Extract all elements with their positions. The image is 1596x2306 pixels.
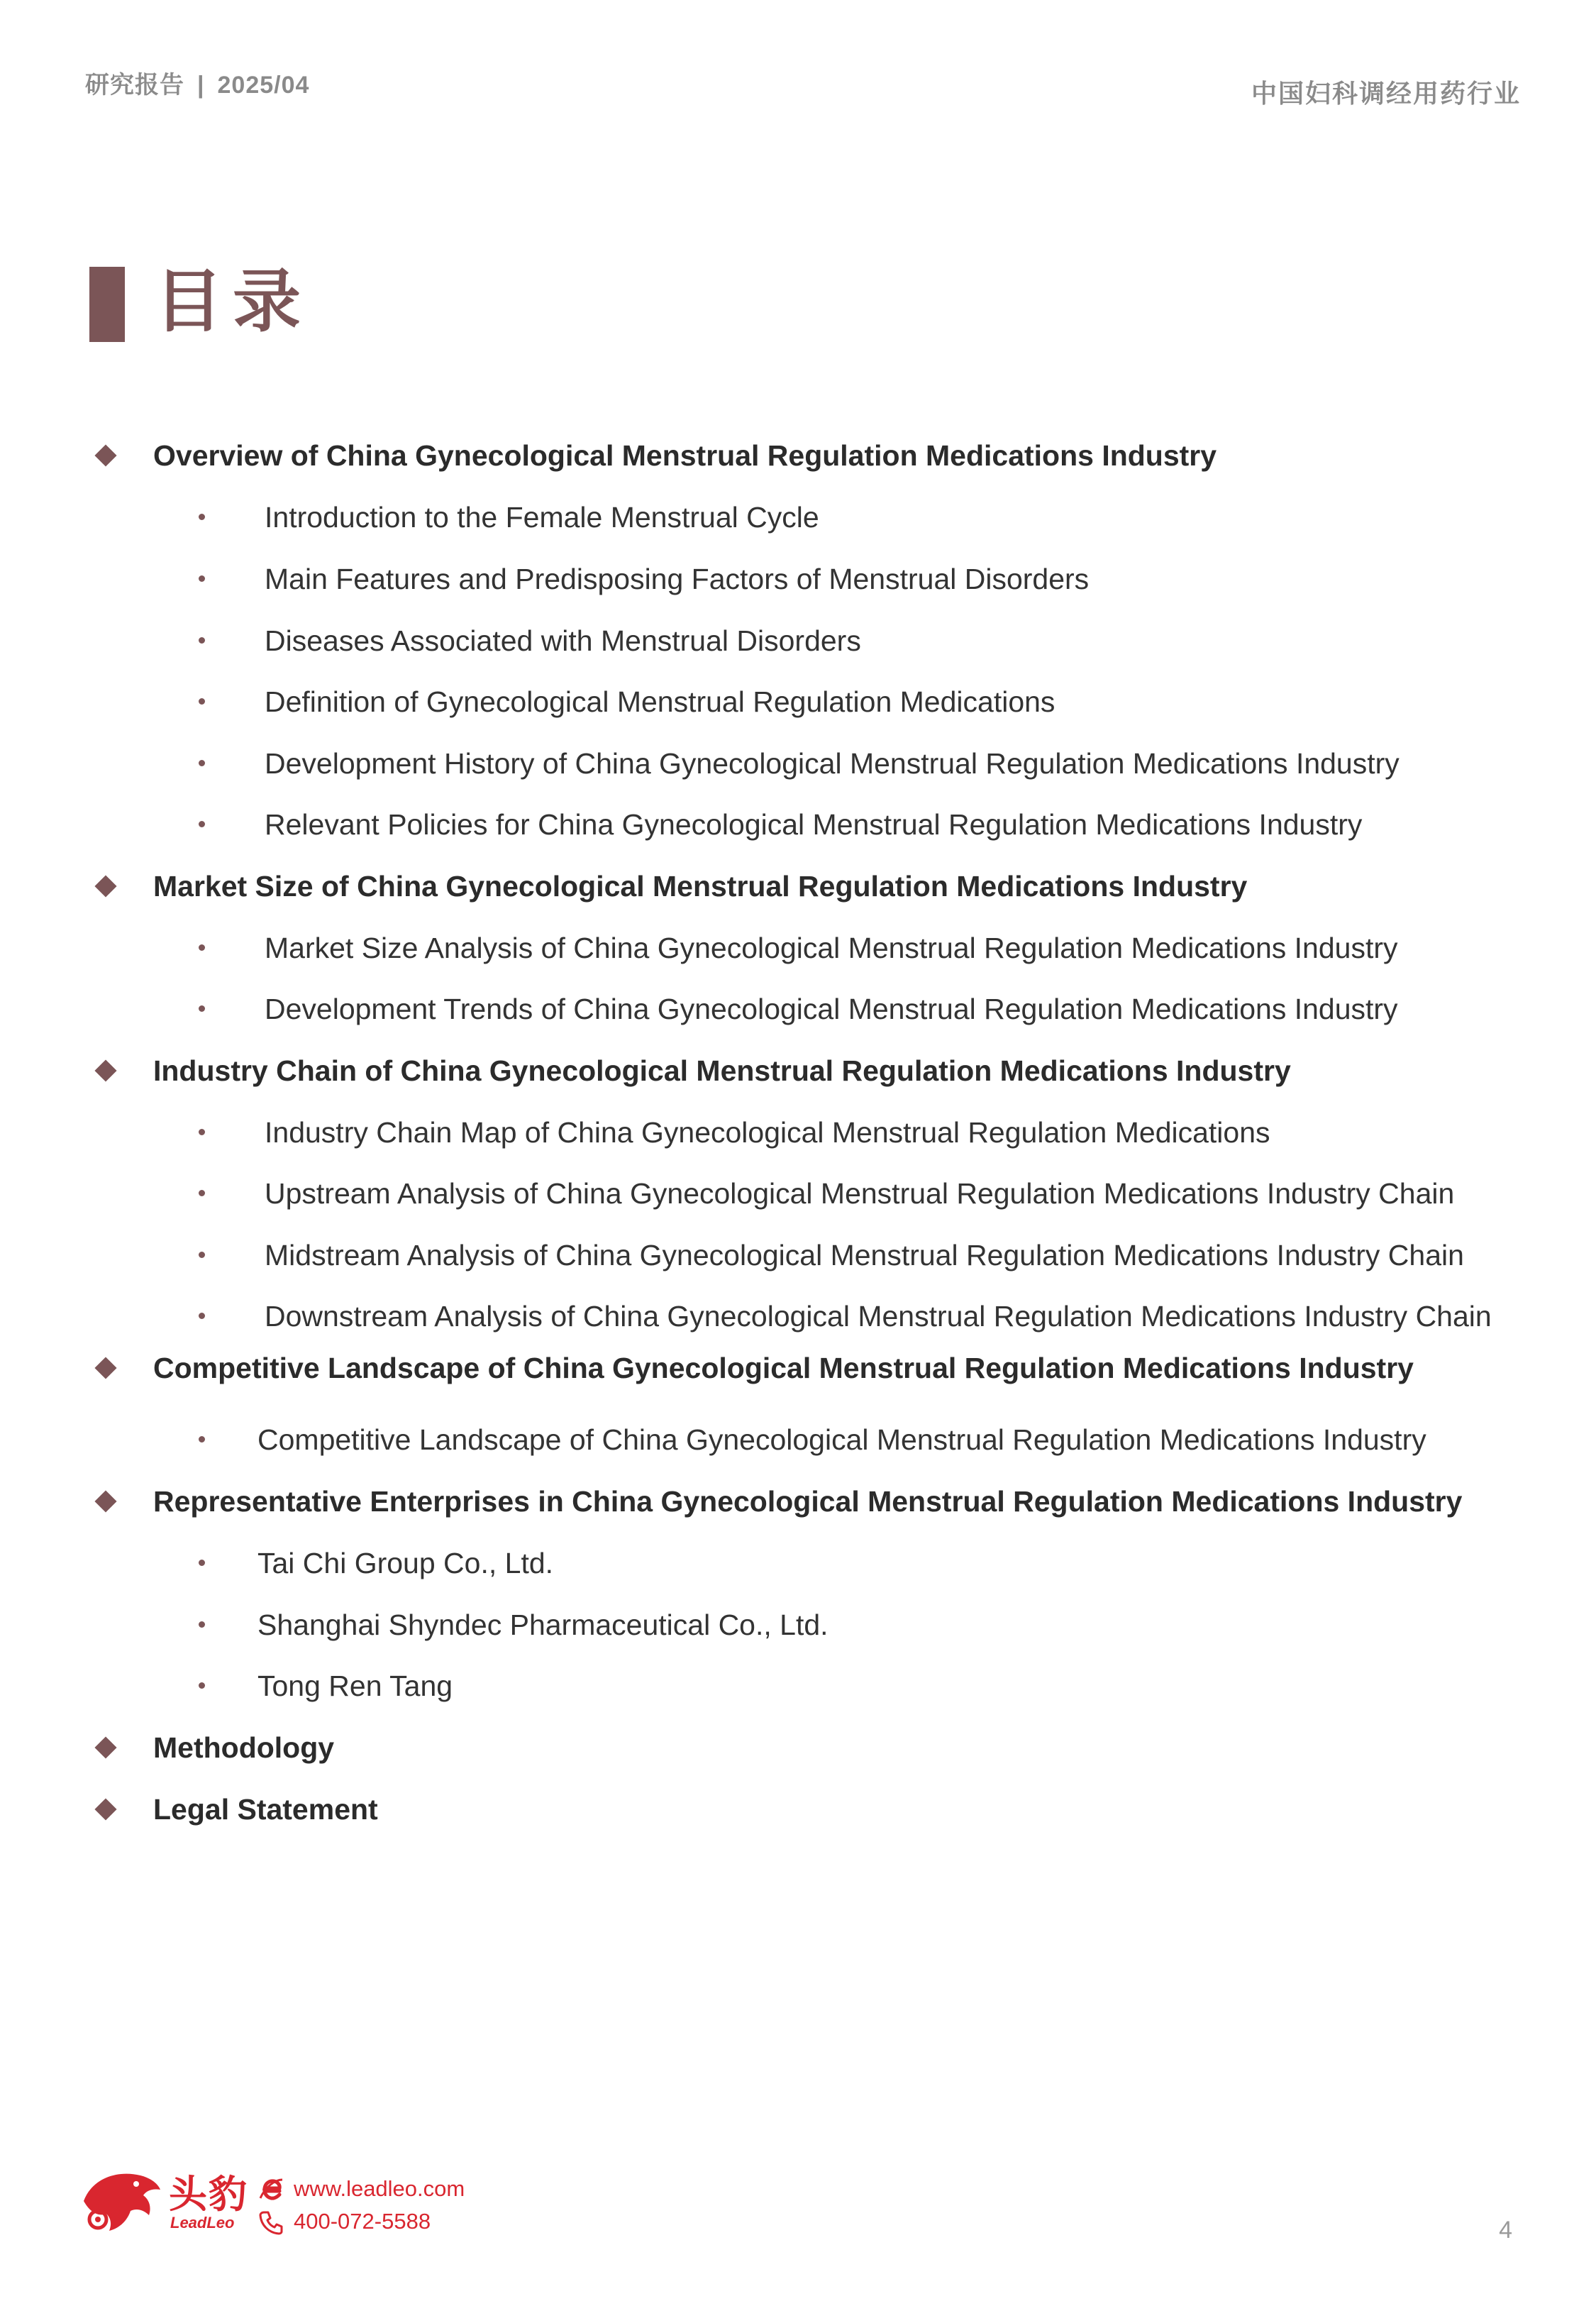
dot-bullet-icon <box>199 1560 205 1566</box>
dot-bullet-icon <box>199 760 205 766</box>
toc-item-label: Development History of China Gynecological Menstrual Regulation Medications Industry <box>265 747 1400 780</box>
diamond-bullet-icon <box>94 875 116 897</box>
header-separator: | <box>197 72 205 99</box>
diamond-bullet-icon <box>94 1059 116 1081</box>
diamond-bullet-icon <box>94 1736 116 1758</box>
dot-bullet-icon <box>199 1682 205 1689</box>
toc-section-title: Methodology <box>153 1731 335 1764</box>
report-type: 研究报告 <box>85 72 184 99</box>
dot-bullet-icon <box>199 1190 205 1196</box>
diamond-bullet-icon <box>94 1357 116 1379</box>
dot-bullet-icon <box>199 1621 205 1628</box>
web-e-icon <box>258 2177 284 2202</box>
toc-item-label: Tai Chi Group Co., Ltd. <box>257 1547 554 1579</box>
dot-bullet-icon <box>199 1005 205 1012</box>
toc-item-label: Main Features and Predisposing Factors of Menstrual Disorders <box>265 563 1090 595</box>
dot-bullet-icon <box>199 1129 205 1135</box>
toc-item-label: Competitive Landscape of China Gynecological Menstrual Regulation Medications Industry <box>257 1423 1426 1456</box>
dot-bullet-icon <box>199 1313 205 1319</box>
toc-item-label: Downstream Analysis of China Gynecological Menstrual Regulation Medications Industry Chain <box>265 1300 1492 1333</box>
phone-icon <box>258 2210 284 2235</box>
report-date: 2025/04 <box>217 72 310 99</box>
phone-number[interactable]: 400-072-5588 <box>294 2209 431 2234</box>
toc-section-title: Representative Enterprises in China Gynecological Menstrual Regulation Medications Industry <box>153 1485 1463 1518</box>
toc-item-label: Relevant Policies for China Gynecological Menstrual Regulation Medications Industry <box>265 808 1363 841</box>
toc-section-title: Industry Chain of China Gynecological Menstrual Regulation Medications Industry <box>153 1054 1291 1087</box>
diamond-bullet-icon <box>94 1798 116 1820</box>
dot-bullet-icon <box>199 944 205 951</box>
toc-item-label: Development Trends of China Gynecological Menstrual Regulation Medications Industry <box>265 993 1398 1025</box>
page-title: 目录 <box>155 264 311 340</box>
website-row[interactable] <box>258 2173 465 2205</box>
toc-item-label: Market Size Analysis of China Gynecological Menstrual Regulation Medications Industry <box>265 932 1398 964</box>
diamond-bullet-icon <box>94 444 116 466</box>
toc-item-label: Introduction to the Female Menstrual Cycle <box>265 501 819 534</box>
toc-item-label: Diseases Associated with Menstrual Disorders <box>265 624 861 657</box>
website-link[interactable]: www.leadleo.com <box>294 2176 465 2201</box>
header-industry: 中国妇科调经用药行业 <box>1251 79 1521 108</box>
toc-section-title: Legal Statement <box>153 1793 378 1826</box>
toc-item-label: Tong Ren Tang <box>257 1670 453 1702</box>
dot-bullet-icon <box>199 514 205 520</box>
toc-item-label: Definition of Gynecological Menstrual Regulation Medications <box>265 685 1055 718</box>
phone-row[interactable] <box>258 2205 465 2238</box>
dot-bullet-icon <box>199 637 205 644</box>
toc-section-title: Competitive Landscape of China Gynecological Menstrual Regulation Medications Industry <box>153 1352 1414 1384</box>
toc-section-title: Overview of China Gynecological Menstrual Regulation Medications Industry <box>153 439 1217 472</box>
toc-item-label: Industry Chain Map of China Gynecological Menstrual Regulation Medications <box>265 1116 1270 1149</box>
dot-bullet-icon <box>199 1252 205 1258</box>
toc-item-label: Shanghai Shyndec Pharmaceutical Co., Ltd. <box>257 1609 829 1641</box>
logo-english-text: LeadLeo <box>170 2214 235 2231</box>
diamond-bullet-icon <box>94 1490 116 1512</box>
dot-bullet-icon <box>199 698 205 705</box>
logo-chinese-text: 头豹 <box>169 2173 248 2216</box>
contact-info <box>258 2173 465 2238</box>
page-number: 4 <box>1499 2217 1512 2244</box>
toc-section-title: Market Size of China Gynecological Menstrual Regulation Medications Industry <box>153 870 1248 903</box>
dot-bullet-icon <box>199 575 205 582</box>
leadleo-leopard-icon <box>78 2164 163 2235</box>
toc-item-label: Upstream Analysis of China Gynecological Menstrual Regulation Medications Industry Chain <box>265 1177 1455 1210</box>
toc-item-label: Midstream Analysis of China Gynecological Menstrual Regulation Medications Industry Chain <box>265 1239 1464 1271</box>
dot-bullet-icon <box>199 821 205 827</box>
dot-bullet-icon <box>199 1436 205 1442</box>
